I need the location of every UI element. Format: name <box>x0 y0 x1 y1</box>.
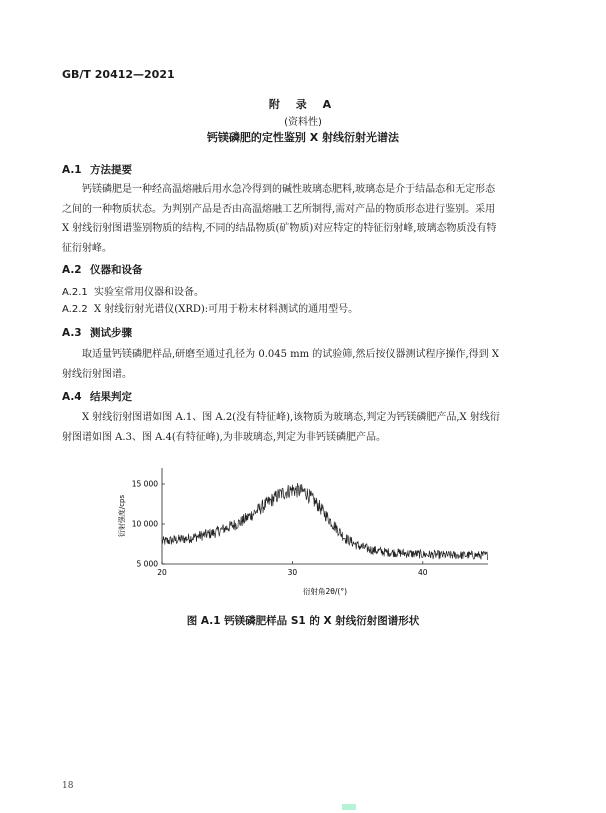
page-number: 18 <box>62 781 74 791</box>
x-ticks <box>157 561 428 577</box>
paragraph-line: 射线衍射图谱。 <box>62 368 132 380</box>
section-title: 方法提要 <box>90 164 132 176</box>
section-a4-heading <box>62 389 132 404</box>
item-text: X 射线衍射光谱仪(XRD):可用于粉末材料测试的通用型号。 <box>94 304 359 315</box>
item-number: A.2.1 <box>62 287 88 298</box>
y-tick-label: 10 000 <box>131 519 158 529</box>
xrd-chart <box>100 460 500 605</box>
section-title: 仪器和设备 <box>90 264 143 276</box>
section-a1-heading <box>62 162 132 177</box>
section-number: A.3 <box>62 327 82 339</box>
paragraph-line: 征衍射峰。 <box>62 242 112 254</box>
section-a3-heading <box>62 325 132 340</box>
footer-marker <box>342 804 356 810</box>
appendix-subtitle: (资料性) <box>284 117 322 128</box>
paragraph-line: X 射线衍射图谱鉴别物质的结构,不同的结晶物质(矿物质)对应特定的特征衍射峰,玻璃态物质没有特 <box>62 223 497 234</box>
paragraph-line: 之间的一种物质状态。为判别产品是否由高温熔融工艺所制得,需对产品的物质形态进行鉴别。采用 <box>62 203 496 215</box>
section-a3-paragraph <box>62 345 548 384</box>
appendix-name: 钙镁磷肥的定性鉴别 X 射线衍射光谱法 <box>206 131 400 144</box>
standard-code: GB/T 20412—2021 <box>62 68 175 81</box>
section-title: 结果判定 <box>90 391 132 403</box>
figure-caption: 图 A.1 钙镁磷肥样品 S1 的 X 射线衍射图谱形状 <box>186 615 420 627</box>
paragraph-line: 射图谱如图 A.3、图 A.4(有特征峰),为非玻璃态,判定为非钙镁磷肥产品。 <box>62 431 387 443</box>
item-a2-1 <box>62 283 204 298</box>
item-a2-2 <box>62 300 358 315</box>
item-text: 实验室常用仪器和设备。 <box>94 287 204 298</box>
section-number: A.4 <box>62 391 82 403</box>
paragraph-line: 取适量钙镁磷肥样品,研磨至通过孔径为 0.045 mm 的试验筛,然后按仪器测试程序操作,得到 X <box>82 349 499 360</box>
section-a2-heading <box>62 262 143 277</box>
section-a1-paragraph <box>62 180 548 258</box>
y-ticks <box>132 480 165 569</box>
x-tick-label: 40 <box>418 568 428 577</box>
x-tick-label: 30 <box>287 568 298 577</box>
paragraph-line: X 射线衍射图谱如图 A.1、图 A.2(没有特征峰),该物质为玻璃态,判定为钙镁磷肥产品,X 射线衍 <box>82 412 500 423</box>
section-title: 测试步骤 <box>90 327 132 339</box>
paragraph-line: 钙镁磷肥是一种经高温熔融后用水急冷得到的碱性玻璃态肥料,玻璃态是介于结晶态和无定形态 <box>82 184 496 195</box>
section-number: A.2 <box>62 264 82 276</box>
series-line <box>162 483 488 560</box>
y-axis-label: 衍射强度/cps <box>118 494 126 538</box>
x-tick-label: 20 <box>157 568 167 577</box>
section-a4-paragraph <box>62 408 548 447</box>
item-number: A.2.2 <box>62 304 88 315</box>
y-tick-label: 5 000 <box>136 559 158 569</box>
section-number: A.1 <box>62 164 82 176</box>
appendix-title: 附 录 A <box>268 98 338 111</box>
x-axis-label: 衍射角2θ/(°) <box>303 587 347 596</box>
y-tick-label: 15 000 <box>131 479 158 489</box>
